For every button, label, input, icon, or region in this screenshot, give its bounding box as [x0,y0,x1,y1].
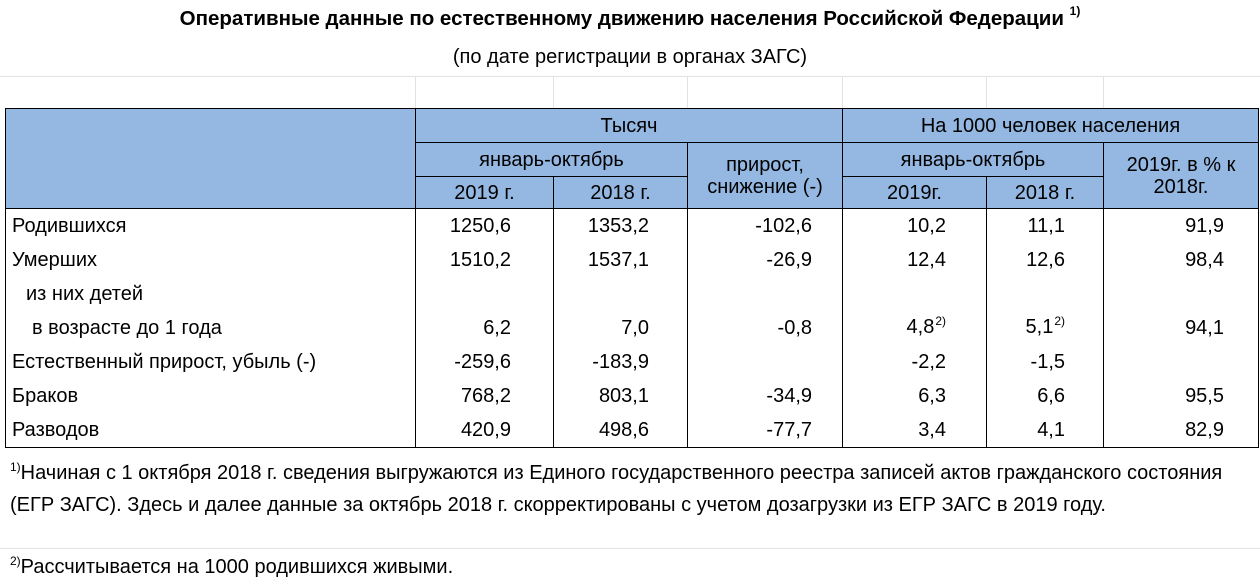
cell-2018: 7,0 [554,311,688,345]
cell-2018: 803,1 [554,379,688,413]
cell-rate-2018: 12,6 [987,243,1104,277]
cell-rate-2018 [987,277,1104,311]
cell-2019: 1250,6 [416,209,554,244]
rate-value: 4,8 [906,316,935,338]
cell-rate-2018: 6,6 [987,379,1104,413]
header-2018-rate: 2018 г. [987,177,1104,209]
footnote-mark: 2) [1054,314,1065,328]
cell-change: -77,7 [688,413,843,448]
header-jan-oct-rate: январь-октябрь [843,143,1104,177]
cell-change [688,277,843,311]
table-row [6,243,1259,277]
cell-pct: 82,9 [1104,413,1259,448]
footnote-2-mark: 2) [10,554,21,568]
cell-pct: 98,4 [1104,243,1259,277]
header-jan-oct-thousands: январь-октябрь [416,143,688,177]
cell-rate-2018 [987,311,1104,345]
cell-2019: 420,9 [416,413,554,448]
cell-pct: 94,1 [1104,311,1259,345]
data-table [5,108,1259,448]
cell-pct [1104,277,1259,311]
header-2019-thousands: 2019 г. [416,177,554,209]
cell-rate-2018: 4,1 [987,413,1104,448]
table-row [6,209,1259,244]
row-label: в возрасте до 1 года [32,317,222,339]
cell-change: -0,8 [688,311,843,345]
cell-change [688,345,843,379]
cell-rate-2019 [843,277,987,311]
cell-2018: 1353,2 [554,209,688,244]
cell-change: -26,9 [688,243,843,277]
cell-pct: 95,5 [1104,379,1259,413]
cell-rate-2019: -2,2 [843,345,987,379]
footnote-divider [0,548,1260,549]
cell-rate-2019: 10,2 [843,209,987,244]
spreadsheet-gridlines [0,76,1260,108]
table-row [6,379,1259,413]
row-label: Естественный прирост, убыль (-) [6,345,416,379]
row-label: Браков [6,379,416,413]
cell-2018: 498,6 [554,413,688,448]
rate-value: 5,1 [1025,316,1054,338]
header-2018-thousands: 2018 г. [554,177,688,209]
cell-change: -34,9 [688,379,843,413]
table-row [6,345,1259,379]
page-title [0,6,1260,31]
cell-2018 [554,277,688,311]
table-row [6,277,1259,311]
header-empty-cell [6,109,416,209]
header-thousands: Тысяч [416,109,843,143]
cell-rate-2019 [843,311,987,345]
footnote-1 [10,458,1250,520]
cell-pct [1104,345,1259,379]
header-pct: 2019г. в % к 2018г. [1104,143,1259,209]
table-row [6,413,1259,448]
footnote-2-text: Рассчитывается на 1000 родившихся живыми. [20,556,454,578]
row-label: из них детей [26,283,144,305]
row-label: Умерших [6,243,416,277]
cell-2018: 1537,1 [554,243,688,277]
header-change: прирост, снижение (-) [688,143,843,209]
header-2019-rate: 2019г. [843,177,987,209]
footnote-mark: 2) [935,314,946,328]
title-footnote-mark: 1) [1069,4,1081,18]
cell-2018: -183,9 [554,345,688,379]
row-label: Родившихся [6,209,416,244]
cell-pct: 91,9 [1104,209,1259,244]
cell-rate-2018: -1,5 [987,345,1104,379]
footnote-2 [10,552,453,584]
cell-rate-2019: 3,4 [843,413,987,448]
table-row [6,311,1259,345]
footnote-1-mark: 1) [10,460,21,474]
cell-2019: 6,2 [416,311,554,345]
cell-2019: -259,6 [416,345,554,379]
header-per-1000: На 1000 человек населения [843,109,1259,143]
cell-rate-2019: 6,3 [843,379,987,413]
title-text: Оперативные данные по естественному движению населения Российской Федерации [179,6,1064,30]
cell-change: -102,6 [688,209,843,244]
footnote-1-text: Начиная с 1 октября 2018 г. сведения выгружаются из Единого государственного реестра записей актов гражданского состояния (ЕГР ЗАГС). Здесь и далее данные за октябрь 2018 г. скорректированы с учетом дозагрузки из ЕГР ЗАГС в 2019 году. [10,462,1223,516]
cell-2019: 1510,2 [416,243,554,277]
cell-2019: 768,2 [416,379,554,413]
page-subtitle: (по дате регистрации в органах ЗАГС) [452,46,808,68]
cell-rate-2019: 12,4 [843,243,987,277]
row-label: Разводов [6,413,416,448]
cell-rate-2018: 11,1 [987,209,1104,244]
cell-2019 [416,277,554,311]
